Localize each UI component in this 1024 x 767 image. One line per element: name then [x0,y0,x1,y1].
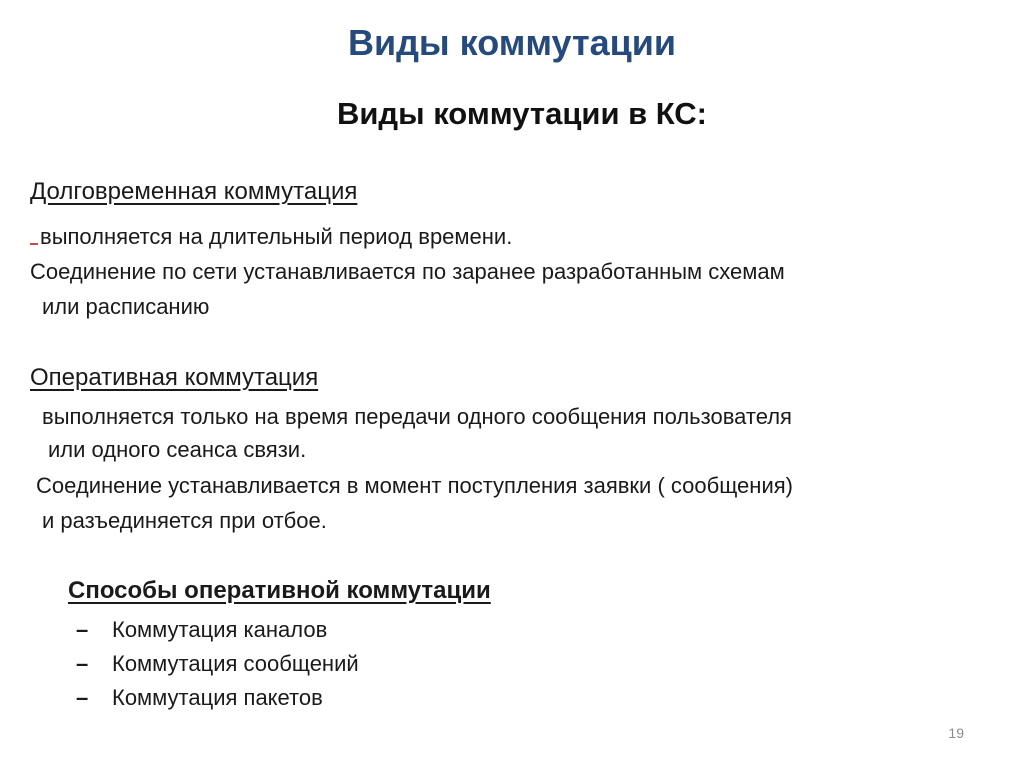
list-item-label: Коммутация сообщений [112,651,359,676]
marker-dash [30,243,38,245]
long-term-line-2: Соединение по сети устанавливается по заранее разработанным схемам [30,259,785,284]
methods-heading: Способы оперативной коммутации [68,577,491,604]
list-item [76,617,327,643]
list-item [76,651,359,677]
operative-line-2: или одного сеанса связи. [48,437,307,462]
list-item [76,685,323,711]
dash-bullet: – [76,617,89,642]
operative-heading: Оперативная коммутация [30,364,319,391]
operative-line-3: Соединение устанавливается в момент поступления заявки ( сообщения) [36,473,793,498]
operative-line-1: выполняется только на время передачи одного сообщения пользователя [42,404,792,429]
long-term-heading: Долговременная коммутация [30,178,358,205]
list-item-label: Коммутация каналов [112,617,328,642]
page-number: 19 [948,725,964,741]
long-term-line-3: или расписанию [42,294,210,319]
page-title: Виды коммутации [347,22,677,63]
operative-line-4: и разъединяется при отбое. [42,508,327,533]
list-item-label: Коммутация пакетов [112,685,323,710]
long-term-line-1: выполняется на длительный период времени. [40,224,513,249]
dash-bullet: – [76,651,89,676]
slide-subtitle: Виды коммутации в КС: [336,96,708,131]
dash-bullet: – [76,685,89,710]
